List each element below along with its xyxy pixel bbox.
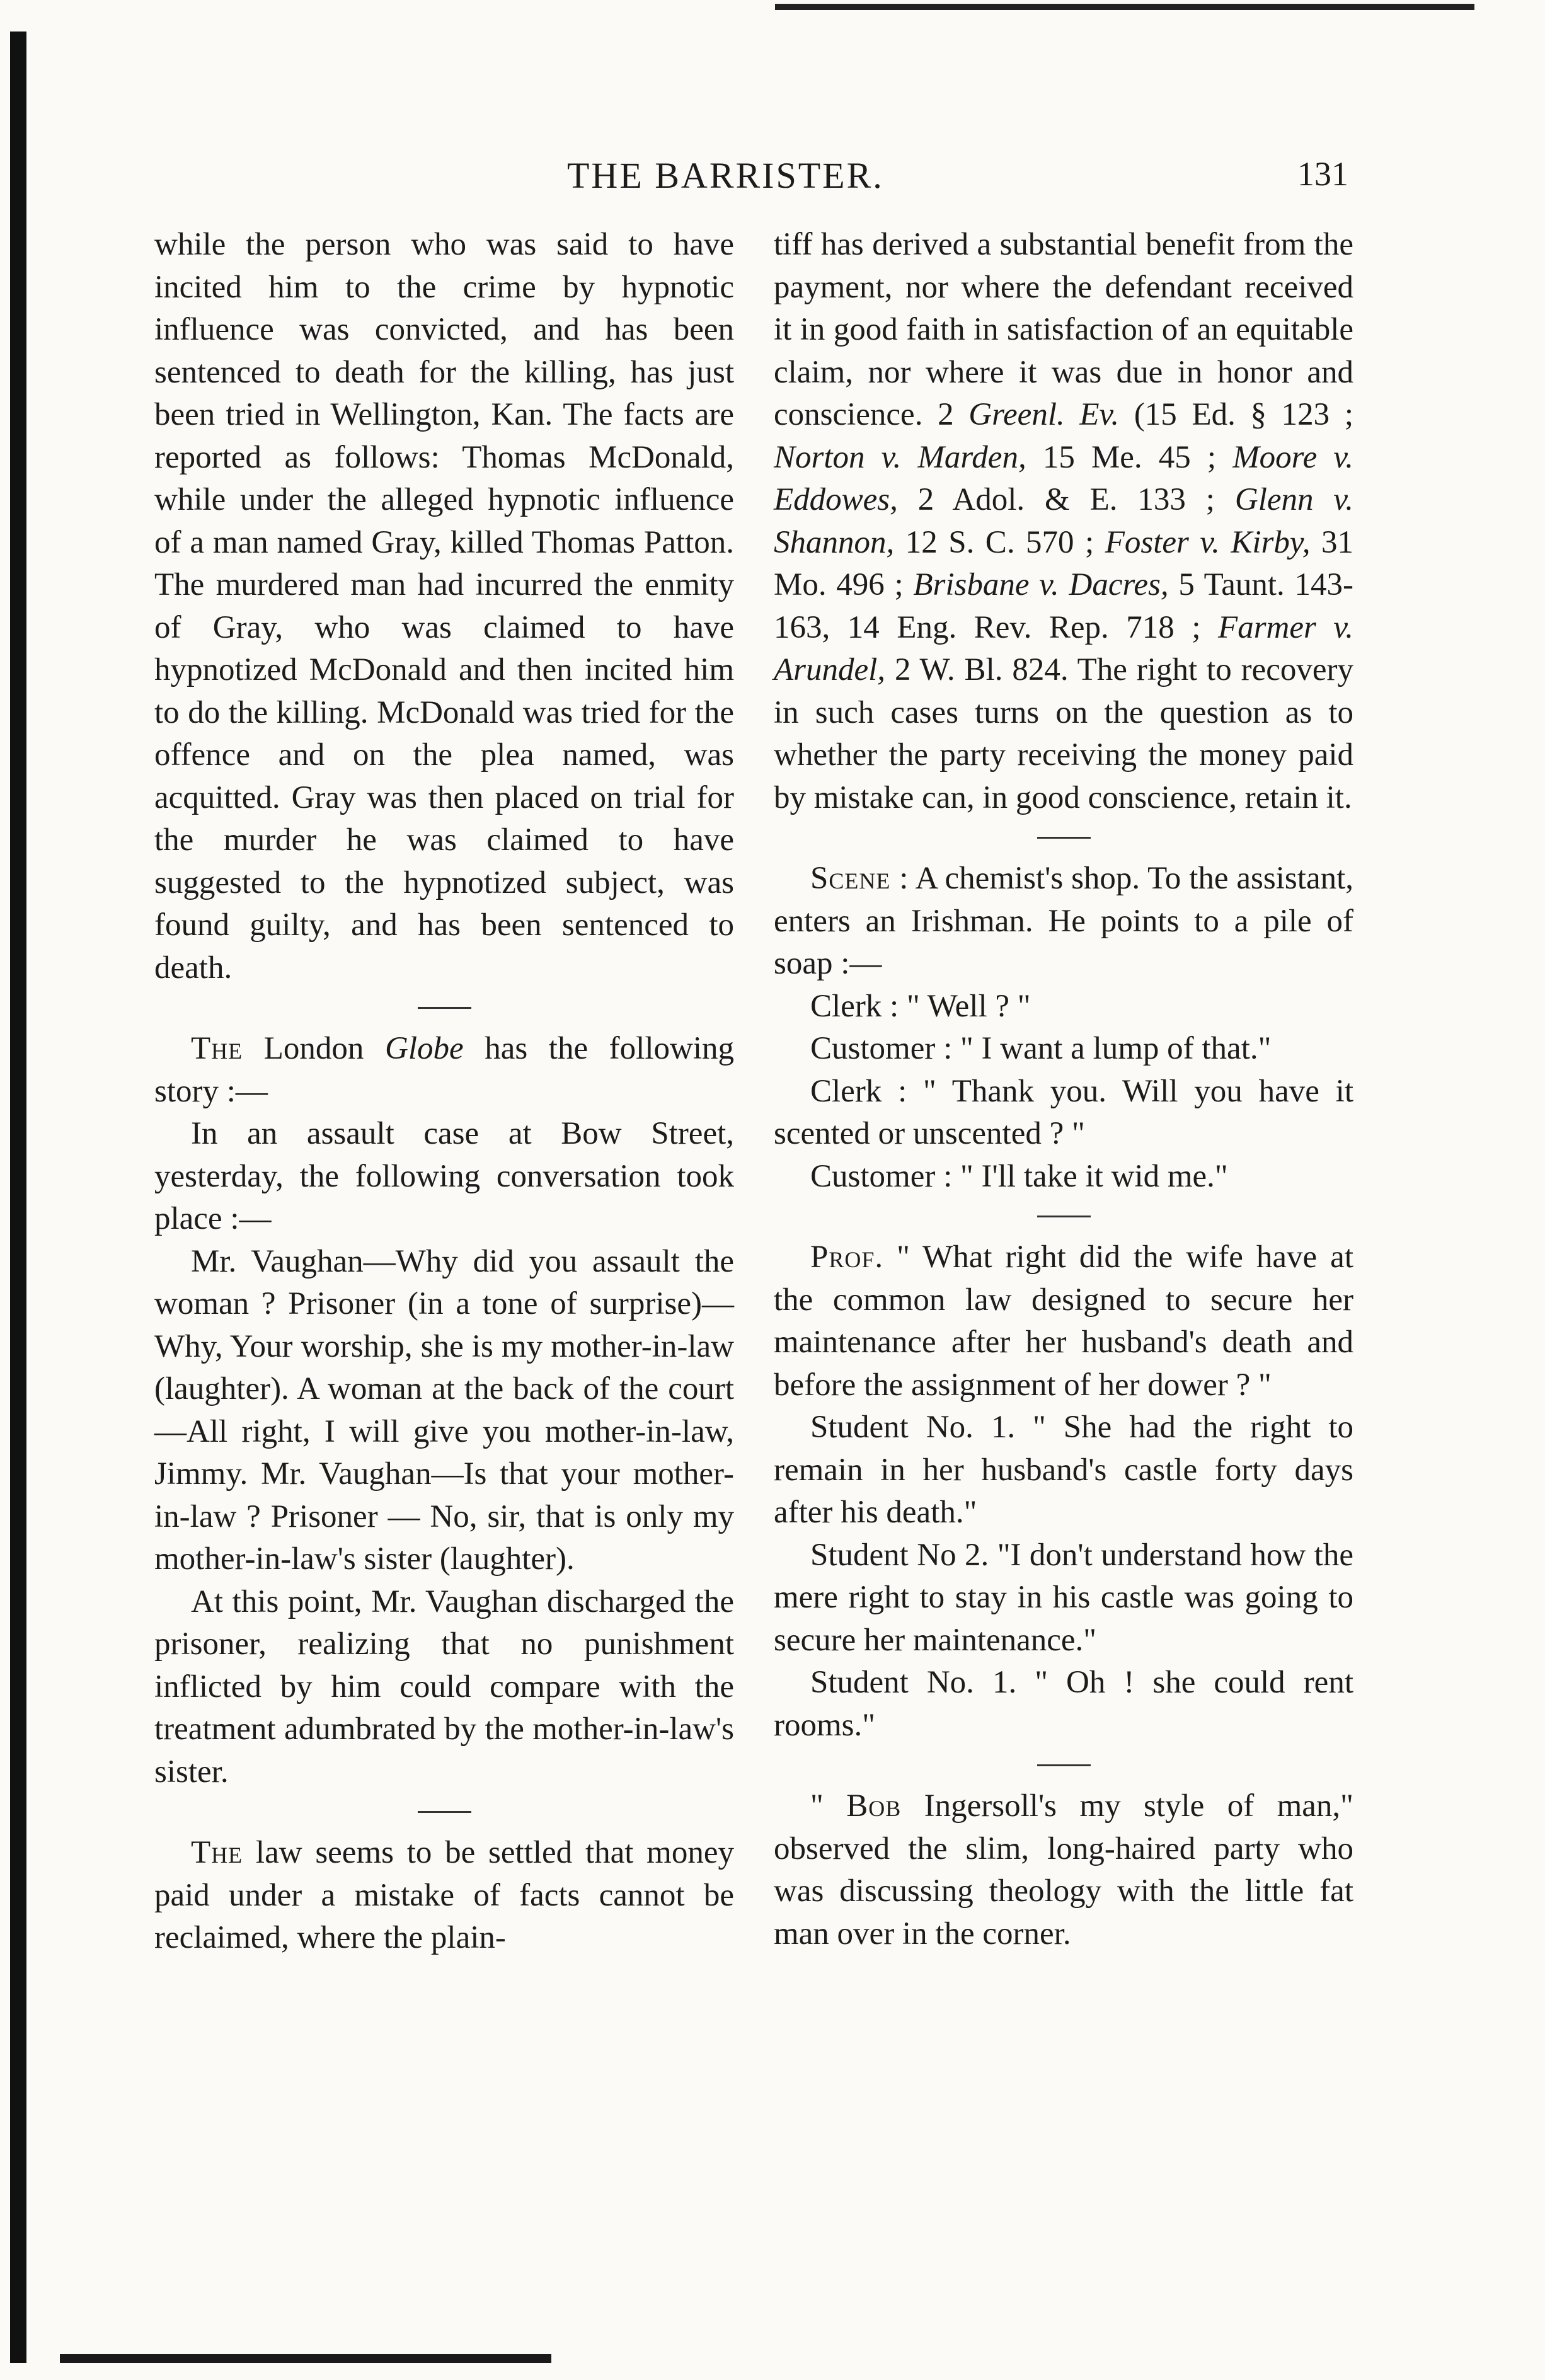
case-citation: Brisbane v. Dacres, <box>913 567 1169 602</box>
scene-paragraph: Scene : A chemist's shop. To the assistant, enters an Irishman. He points to a pile of soap :— <box>774 861 1353 981</box>
lead-word: Prof. <box>810 1239 884 1275</box>
court-dialogue-paragraph: Mr. Vaughan—Why did you assault the woman ? Prisoner (in a tone of surprise)—Why, Your worship, she is my mother-in-law (laughter). A woman at the back of the court—All right, I will give you mother-in-law, Jimmy. Mr. Vaughan—Is that your mother-in-law ? Prisoner — No, sir, that is only my mother-in-law's sister (laughter). <box>154 1243 734 1577</box>
lead-word: Scene : <box>810 861 909 896</box>
case-citation: Moore v. Eddowes, <box>774 439 1353 517</box>
citations-paragraph: tiff has derived a substantial benefit from the payment, nor where the defendant received it in good faith in satisfaction of an equitable claim, nor where it was due in honor and conscience. 2 Greenl. Ev. (15 Ed. § 123 ; Norton v. Marden, 15 Me. 45 ; Moore v. Eddowes, 2 Adol. & E. 133 ; Glenn v. Shannon, 12 S. C. 570 ; Foster v. Kirby, 31 Mo. 496 ; Brisbane v. Dacres, 5 Taunt. 143-163, 14 Eng. Rev. Rep. 718 ; Farmer v. Arundel, 2 W. Bl. 824. The right to recovery in such cases turns on the question as to whether the party receiving the money paid by mistake can, in good conscience, retain it. <box>774 227 1353 815</box>
section-divider <box>418 1811 471 1813</box>
lead-word: The <box>191 1031 243 1066</box>
scan-edge-bottom <box>60 2354 551 2363</box>
assault-case-paragraph: In an assault case at Bow Street, yesterday, the following conversation took place :— <box>154 1116 734 1236</box>
case-citation: Farmer v. Arundel, <box>774 609 1353 687</box>
running-title: THE BARRISTER. <box>567 155 884 196</box>
dialogue-line: Clerk : " Well ? " <box>810 988 1031 1024</box>
globe-intro-paragraph: The London Globe has the following story :— <box>154 1031 734 1109</box>
right-column <box>774 224 1353 1955</box>
dialogue-line: Customer : " I want a lump of that." <box>810 1031 1272 1066</box>
scan-edge-top <box>775 4 1474 10</box>
section-divider <box>1037 837 1091 839</box>
dialogue-line: Clerk : " Thank you. Will you have it scented or unscented ? " <box>774 1073 1353 1151</box>
student-answer: Student No. 1. " Oh ! she could rent rooms." <box>774 1665 1353 1743</box>
case-citation: Norton v. Marden, <box>774 439 1026 475</box>
case-citation: Foster v. Kirby, <box>1105 524 1311 560</box>
hypnotism-paragraph: while the person who was said to have incited him to the crime by hypnotic influence was convicted, and has been sentenced to death for the killing, has just been tried in Wellington, Kan. The facts are reported as follows: Thomas McDonald, while under the alleged hypnotic influence of a man named Gray, killed Thomas Patton. The murdered man had incurred the enmity of Gray, who was claimed to have hypnotized McDonald and then incited him to do the killing. McDonald was tried for the offence and on the plea named, was acquitted. Gray was then placed on trial for the murder he was claimed to have suggested to the hypnotized subject, was found guilty, and has been sentenced to death. <box>154 227 734 986</box>
page-header <box>151 154 1348 205</box>
case-citation: Glenn v. Shannon, <box>774 482 1353 560</box>
left-column <box>154 224 734 1960</box>
lead-word: The <box>191 1835 243 1870</box>
lead-word: Bob <box>846 1788 902 1824</box>
professor-question: Prof. " What right did the wife have at the common law designed to secure her maintenance after her husband's death and before the assignment of her dower ? " <box>774 1239 1353 1403</box>
student-answer: Student No 2. "I don't understand how the mere right to stay in his castle was going to secure her maintenance." <box>774 1537 1353 1658</box>
dialogue-line: Customer : " I'll take it wid me." <box>810 1158 1228 1194</box>
section-divider <box>418 1007 471 1009</box>
newspaper-name: Globe <box>384 1031 464 1066</box>
section-divider <box>1037 1764 1091 1766</box>
student-answer: Student No. 1. " She had the right to remain in her husband's castle forty days after his death." <box>774 1410 1353 1530</box>
page-number: 131 <box>1297 155 1348 193</box>
ingersoll-paragraph: " Bob Ingersoll's my style of man," observed the slim, long-haired party who was discussing theology with the little fat man over in the corner. <box>774 1788 1353 1952</box>
section-divider <box>1037 1216 1091 1217</box>
mistake-of-facts-paragraph: The law seems to be settled that money paid under a mistake of facts cannot be reclaimed, where the plain- <box>154 1835 734 1955</box>
discharge-paragraph: At this point, Mr. Vaughan discharged the prisoner, realizing that no punishment inflicted by him could compare with the treatment adumbrated by the mother-in-law's sister. <box>154 1584 734 1790</box>
case-citation: Greenl. Ev. <box>968 397 1120 432</box>
scan-edge-left <box>10 32 26 2363</box>
